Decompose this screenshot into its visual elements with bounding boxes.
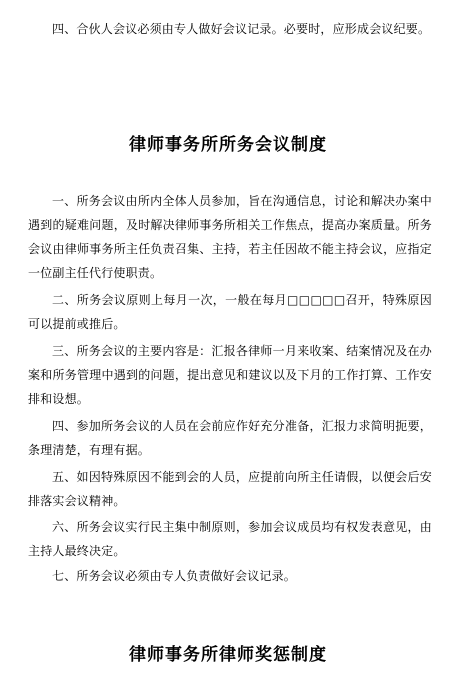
paragraph-1: 一、所务会议由所内全体人员参加，旨在沟通信息，讨论和解决办案中遇到的疑难问题，及时解决律师事务所相关工作焦点，提高办案质量。所务会议由律师事务所主任负责召集、主持，若主任因故不能主持会议，应指定一位副主任代行使职责。 [28,194,432,280]
section-title-rewards-penalties: 律师事务所律师奖惩制度 [129,645,327,665]
paragraph-7: 七、所务会议必须由专人负责做好会议记录。 [52,569,297,583]
paragraph-5: 五、如因特殊原因不能到会的人员，应提前向所主任请假，以便会后安排落实会议精神。 [28,470,432,508]
paragraph-2: 二、所务会议原则上每月一次，一般在每月□□□□□召开，特殊原因可以提前或推后。 [28,293,432,331]
top-paragraph: 四、合伙人会议必须由专人做好会议记录。必要时，应形成会议纪要。 [52,22,431,36]
section-title-meeting-system: 律师事务所所务会议制度 [129,135,327,155]
paragraph-3: 三、所务会议的主要内容是：汇报各律师一月来收案、结案情况及在办案和所务管理中遇到的问题，提出意见和建议以及下月的工作打算、工作安排和设想。 [28,344,432,406]
paragraph-4: 四、参加所务会议的人员在会前应作好充分准备，汇报力求简明扼要，条理清楚，有理有据。 [28,419,432,457]
paragraph-6: 六、所务会议实行民主集中制原则，参加会议成员均有权发表意见，由主持人最终决定。 [28,520,432,558]
